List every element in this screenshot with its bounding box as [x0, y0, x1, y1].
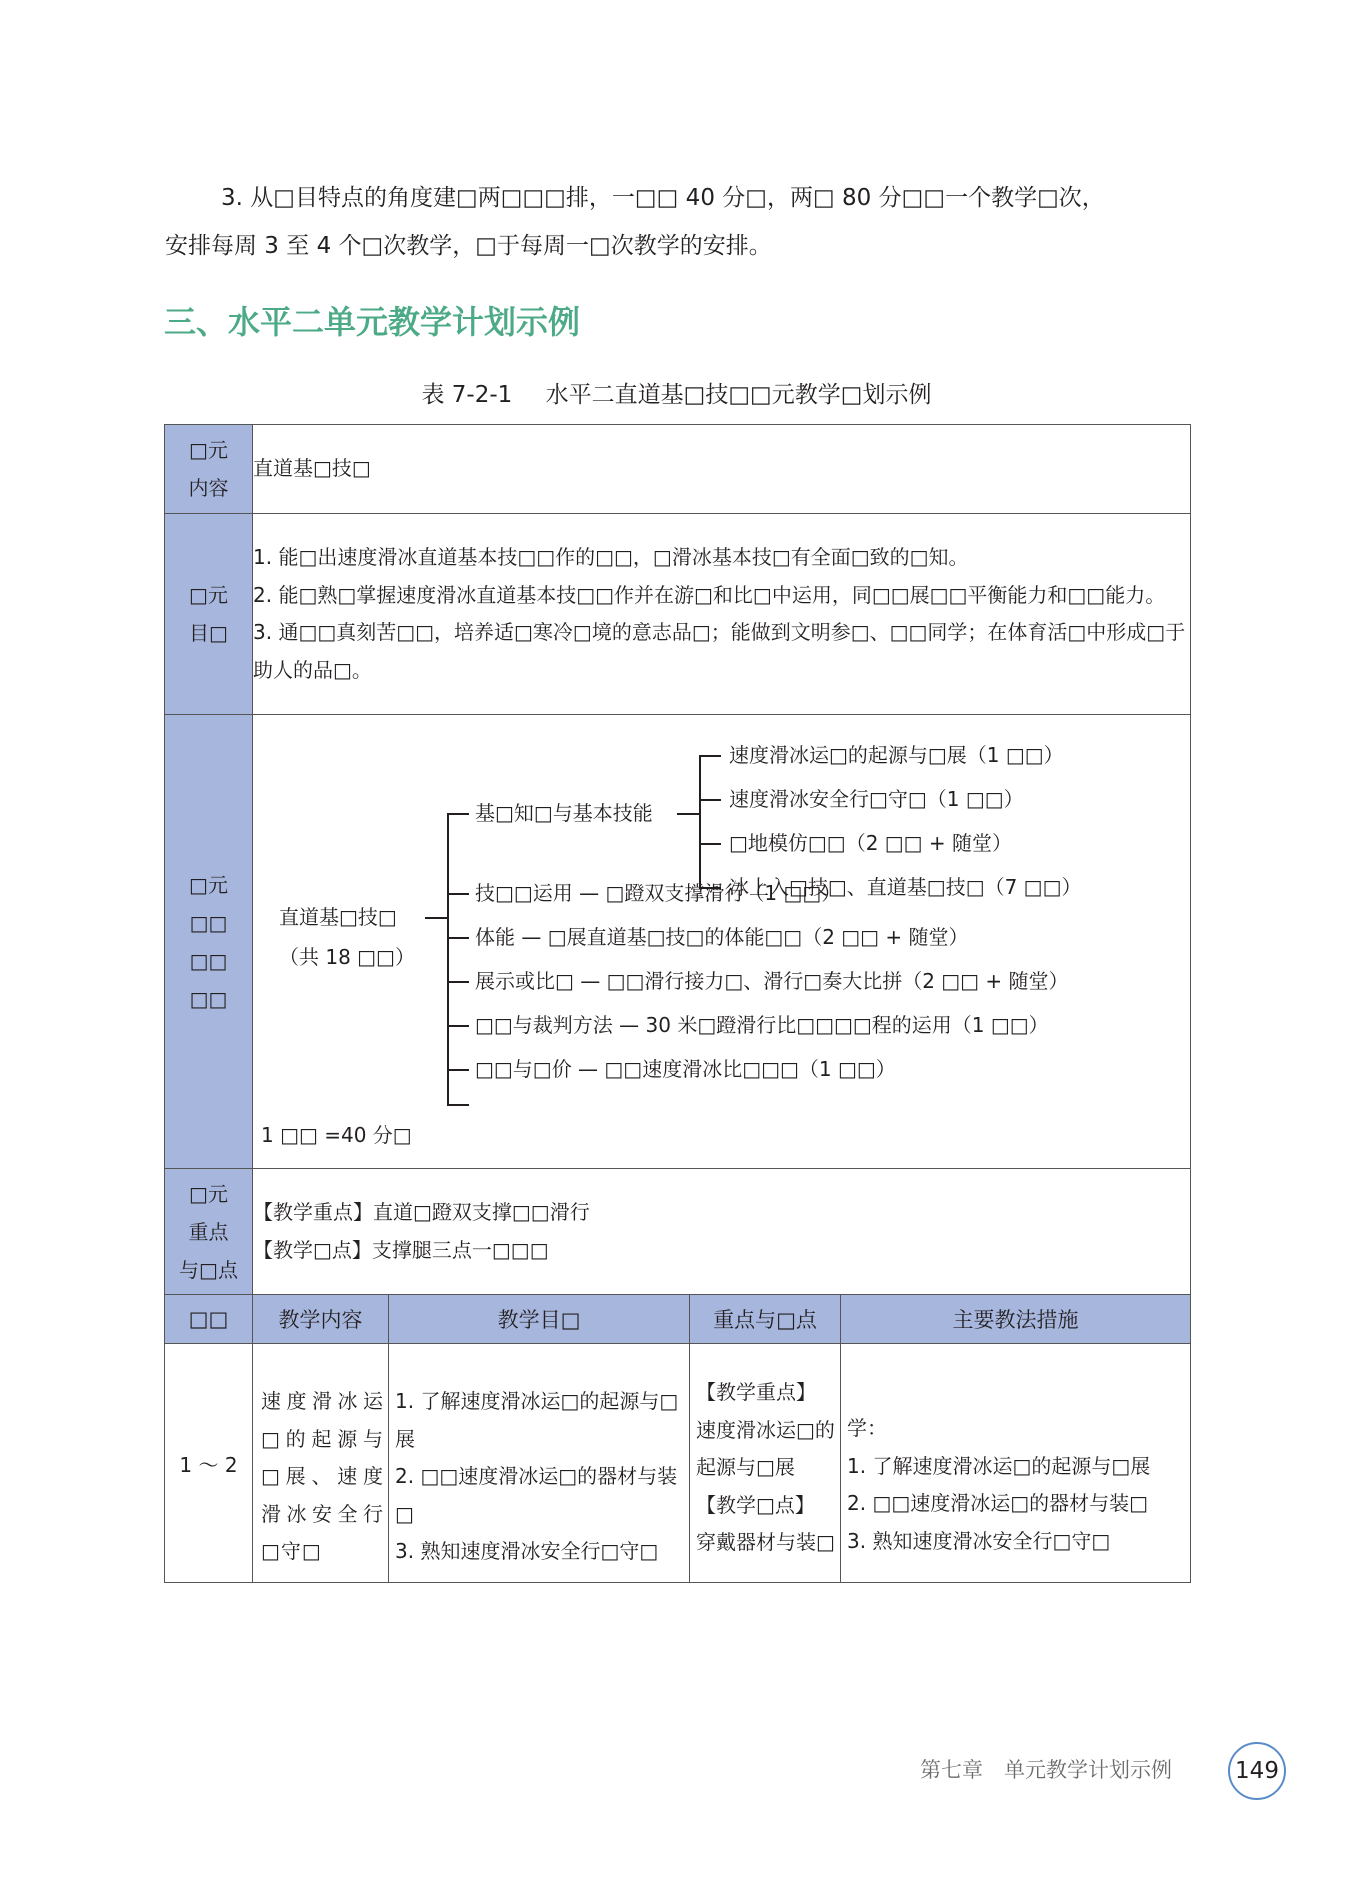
tree-branch: □□与裁判方法 — 30 米□蹬滑行比□□□□程的运用（1 □□）: [475, 1013, 1049, 1037]
label-line: □元: [189, 1181, 228, 1206]
label-line: 内容: [188, 476, 229, 500]
goal-item: 1. 能□出速度滑冰直道基本技□□作的□□，□滑冰基本技□有全面□致的□知。: [253, 545, 969, 569]
unit-key-content: [253, 1169, 1191, 1295]
header-goal: 教学目□: [389, 1295, 690, 1344]
unit-key-label: [165, 1169, 253, 1295]
lesson-difficulty-text: 穿戴器材与装□: [696, 1530, 835, 1555]
tree-connector: [447, 1104, 469, 1106]
unit-content-label: [165, 425, 253, 514]
label-line: 重点: [188, 1219, 229, 1244]
tree-leaf: □地模仿□□（2 □□ + 随堂）: [729, 831, 1013, 855]
tree-connector: [447, 981, 469, 983]
table-caption: [0, 377, 1353, 413]
unit-structure-content: [253, 715, 1191, 1169]
intro-line-1: 3. 从□目特点的角度建□两□□□排，一□□ 40 分□，两□ 80 分□□一个教学□次，: [221, 185, 1105, 211]
lesson-goal-item: 3. 熟知速度滑冰安全行□守□: [395, 1539, 659, 1564]
tree-leaf: 速度滑冰运□的起源与□展（1 □□）: [729, 743, 1064, 767]
unit-content-value: 直道基□技□: [253, 425, 1191, 514]
label-line: □元: [189, 872, 228, 897]
lesson-method-item: 3. 熟知速度滑冰安全行□守□: [847, 1528, 1111, 1553]
tree-branch: 技□□运用 — □蹬双支撑滑行（1 □□）: [475, 881, 842, 905]
teaching-difficulty: 【教学□点】支撑腿三点一□□□: [253, 1237, 549, 1262]
lesson-key-label: 【教学重点】: [696, 1380, 816, 1405]
tree-connector: [447, 1025, 469, 1027]
tree-connector: [699, 799, 721, 801]
tree-branch: 体能 — □展直道基□技□的体能□□（2 □□ + 随堂）: [475, 925, 969, 949]
lesson-difficulty-label: 【教学□点】: [696, 1492, 815, 1517]
lesson-content: 速度滑冰运□的起源与□展、速度滑冰安全行□守□: [253, 1344, 389, 1583]
label-line: 与□点: [179, 1257, 238, 1282]
tree-root-sub: （共 18 □□）: [279, 945, 415, 969]
header-session: □□: [165, 1295, 253, 1344]
lesson-method-item: 1. 了解速度滑冰运□的起源与□展: [847, 1453, 1151, 1478]
lesson-goal-item: 2. □□速度滑冰运□的器材与装□: [395, 1464, 678, 1526]
tree-branch: 展示或比□ — □□滑行接力□、滑行□奏大比拼（2 □□ + 随堂）: [475, 969, 1069, 993]
unit-goal-content: [253, 514, 1191, 715]
label-line: □元: [189, 438, 228, 462]
label-line: □□: [189, 910, 228, 935]
tree-subtrunk: [699, 755, 701, 888]
table-number: 表 7-2-1: [421, 382, 513, 408]
tree-branch: 基□知□与基本技能: [475, 801, 653, 825]
tree-root: 直道基□技□: [279, 905, 397, 929]
tree-connector: [447, 1069, 469, 1071]
lesson-key-points: [690, 1344, 841, 1583]
tree-leaf: 冰上入□技□、直道基□技□（7 □□）: [729, 875, 1082, 899]
label-line: □元: [189, 583, 228, 607]
unit-content-row: [165, 425, 1191, 514]
goal-item: 3. 通□□真刻苦□□，培养适□寒冷□境的意志品□；能做到文明参□、□□同学；在体育活□中形成□于助人的品□。: [253, 620, 1186, 682]
header-content: 教学内容: [253, 1295, 389, 1344]
structure-tree: [253, 715, 1190, 1147]
tree-connector: [447, 893, 469, 895]
lesson-method-item: 学：: [847, 1416, 887, 1440]
intro-paragraph: [165, 174, 1190, 270]
table-title: 水平二直道基□技□□元教学□划示例: [545, 382, 932, 408]
tree-branch: □□与□价 — □□速度滑冰比□□□（1 □□）: [475, 1057, 896, 1081]
tree-connector: [699, 755, 721, 757]
teaching-key-point: 【教学重点】直道□蹬双支撑□□滑行: [253, 1200, 590, 1224]
unit-goal-row: [165, 514, 1191, 715]
unit-structure-label: [165, 715, 253, 1169]
lesson-methods: [841, 1344, 1191, 1583]
lesson-method-item: 2. □□速度滑冰运□的器材与装□: [847, 1491, 1149, 1515]
header-method: 主要教法措施: [841, 1295, 1191, 1344]
tree-connector: [447, 813, 469, 815]
unit-goal-label: [165, 514, 253, 715]
lesson-goals: [389, 1344, 690, 1583]
unit-structure-row: [165, 715, 1191, 1169]
lesson-row: [165, 1344, 1191, 1583]
page-number: 149: [1228, 1742, 1286, 1800]
label-line: □□: [189, 948, 228, 973]
tree-trunk: [447, 813, 449, 1105]
header-key: 重点与□点: [690, 1295, 841, 1344]
footer-chapter: 第七章 单元教学计划示例: [920, 1758, 1172, 1782]
goal-item: 2. 能□熟□掌握速度滑冰直道基本技□□作并在游□和比□中运用，同□□展□□平衡能力和□□能力。: [253, 582, 1166, 607]
lesson-session: 1 ～ 2: [165, 1344, 253, 1583]
tree-connector: [447, 937, 469, 939]
unit-key-row: [165, 1169, 1191, 1295]
tree-connector: [425, 917, 447, 919]
section-title: 三、水平二单元教学计划示例: [164, 303, 581, 341]
tree-connector: [677, 813, 699, 815]
unit-plan-table: [164, 424, 1191, 1583]
lesson-goal-item: 1. 了解速度滑冰运□的起源与□展: [395, 1389, 679, 1451]
intro-line-2: 安排每周 3 至 4 个□次教学，□于每周一□次教学的安排。: [165, 233, 772, 259]
tree-leaf: 速度滑冰安全行□守□（1 □□）: [729, 787, 1024, 811]
lesson-header-row: [165, 1295, 1191, 1344]
label-line: □□: [189, 986, 228, 1011]
tree-connector: [699, 843, 721, 845]
tree-note: 1 □□ =40 分□: [261, 1123, 412, 1147]
lesson-key-text: 速度滑冰运□的起源与□展: [696, 1417, 835, 1480]
label-line: 目□: [189, 621, 228, 645]
